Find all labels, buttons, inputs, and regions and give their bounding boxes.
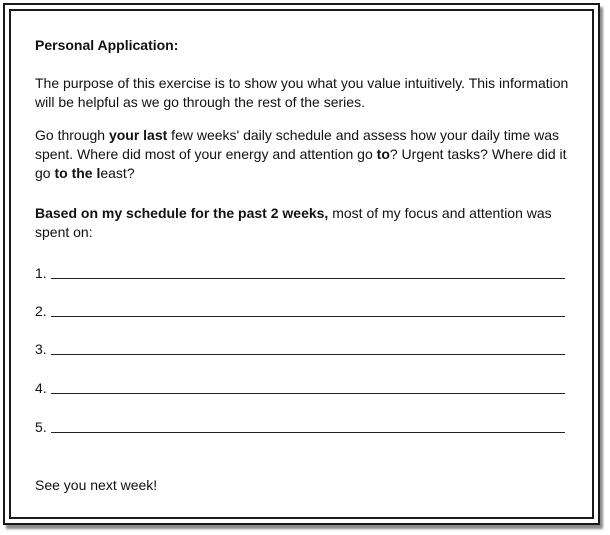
answer-number-4: 4. [35, 380, 47, 396]
prompt-paragraph [35, 204, 580, 242]
answer-number-2: 2. [35, 303, 47, 319]
closing-text: See you next week! [35, 477, 158, 493]
answer-line-4[interactable] [35, 379, 565, 398]
answer-line-3[interactable] [35, 340, 565, 359]
instructions-paragraph [35, 126, 580, 183]
instructions-bold-3: to the l [54, 165, 101, 181]
prompt-text: most of my focus and attention was spent on: [35, 205, 552, 240]
answer-line-2[interactable] [35, 302, 565, 321]
instructions-text-4: east? [100, 165, 135, 181]
instructions-text-3: ? Urgent tasks? Where did it go [35, 146, 567, 181]
answer-rule-2[interactable] [51, 316, 565, 317]
answer-number-1: 1. [35, 265, 47, 281]
answer-rule-1[interactable] [51, 278, 565, 279]
instructions-bold-2: to [376, 146, 390, 162]
prompt-bold: Based on my schedule for the past 2 weeks, [35, 205, 329, 221]
answer-line-5[interactable] [35, 418, 565, 437]
instructions-text-1: Go through [35, 127, 109, 143]
answer-rule-5[interactable] [51, 432, 565, 433]
instructions-bold-1: your last [108, 127, 168, 143]
answer-rule-3[interactable] [51, 354, 565, 355]
answer-line-1[interactable] [35, 264, 565, 283]
answer-number-3: 3. [35, 341, 47, 357]
section-heading: Personal Application: [35, 37, 179, 53]
answer-number-5: 5. [35, 419, 47, 435]
answer-rule-4[interactable] [51, 393, 565, 394]
intro-paragraph: The purpose of this exercise is to show you what you value intuitively. This information will be helpful as we go through the rest of the series. [35, 75, 569, 110]
instructions-text-2: few weeks' daily schedule and assess how your daily time was spent. Where did most of your energy and attention go [35, 127, 560, 162]
